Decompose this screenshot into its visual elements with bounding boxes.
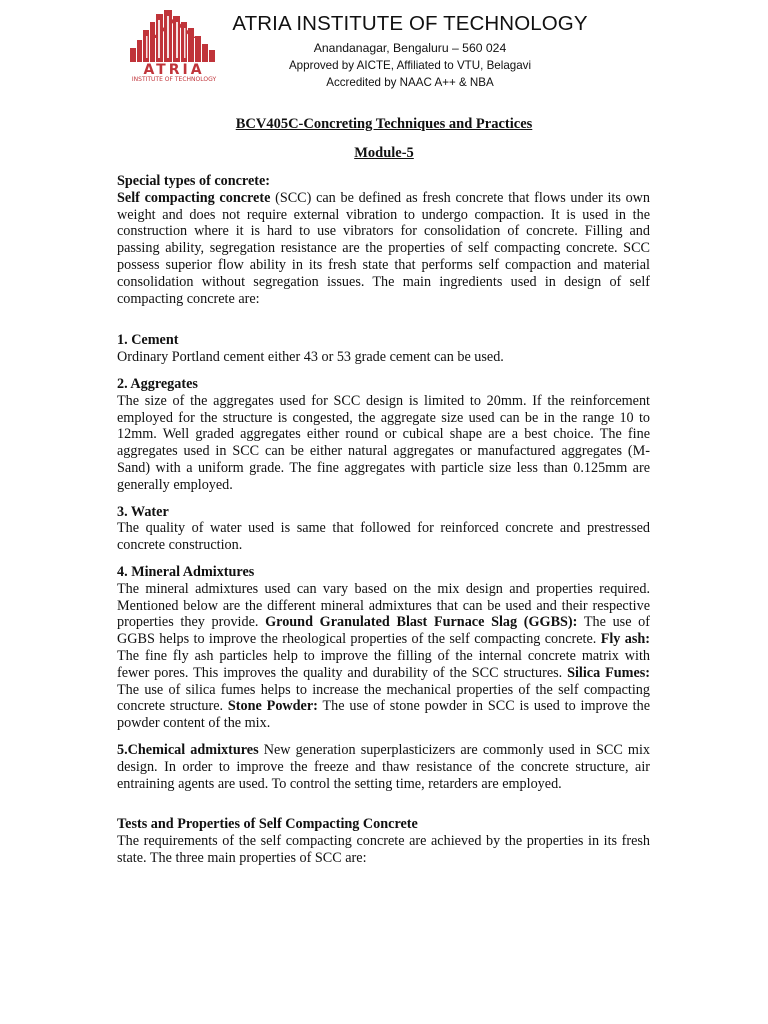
ingredient-chemical-admixtures [117, 742, 650, 792]
stone-label: Stone Powder: [227, 698, 318, 715]
institute-logo [122, 8, 226, 82]
silica-label: Silica Fumes: [567, 664, 650, 681]
tests-section [117, 816, 650, 866]
mineral-intro: The mineral admixtures used can vary based on the mix design and properties required. Mentioned below are the different mineral admixtures that can be used and their respective properties they provide. [117, 580, 650, 631]
water-text: The quality of water used is same that followed for reinforced concrete and prestressed concrete construction. [117, 520, 650, 554]
logo-wordmark: ATRIA [143, 62, 205, 78]
cement-text: Ordinary Portland cement either 43 or 53 grade cement can be used. [117, 349, 504, 366]
section-heading: Special types of concrete: [117, 173, 271, 189]
stone-text: The use of stone powder in SCC is used to improve the powder content of the mix. [117, 698, 650, 732]
ingredient-aggregates [117, 376, 650, 494]
module-title: Module-5 [354, 145, 414, 161]
mineral-title: 4. Mineral Admixtures [117, 563, 255, 580]
flyash-text: The fine fly ash particles help to improve the filling of the internal concrete matrix with fewer pores. This improves the quality and durability of the SCC structures. [117, 647, 650, 681]
chemical-paragraph [117, 742, 650, 792]
tests-text: The requirements of the self compacting concrete are achieved by the properties in its fresh state. The three main properties of SCC are: [117, 833, 650, 866]
institute-address: Anandanagar, Bengaluru – 560 024 [313, 41, 507, 55]
course-title: BCV405C-Concreting Techniques and Practices [235, 116, 533, 132]
aggregates-title: 2. Aggregates [117, 375, 198, 392]
chemical-text: New generation superplasticizers are commonly used in SCC mix design. In order to improve the freeze and thaw resistance of the concrete structure, air entraining agents are used. To control the setting time, retarders are employed. [117, 741, 650, 792]
intro-text: (SCC) can be defined as fresh concrete that flows under its own weight and does not require external vibration to undergo compaction. It is used in the construction where it is hard to use vibrators for consolidation of concrete. Filling and passing ability, segregation resistance are the properties of self compacting concrete. SCC possess superior flow ability in its fresh state that performs self compaction and material consolidation without segregation issues. The main ingredients used in design of self compacting concrete are: [117, 189, 650, 307]
flyash-label: Fly ash: [600, 631, 650, 648]
ingredient-water [117, 504, 650, 554]
document-body [117, 173, 650, 867]
tests-title: Tests and Properties of Self Compacting Concrete [117, 816, 418, 833]
intro-term: Self compacting concrete [117, 189, 271, 206]
logo-graphic [122, 8, 226, 82]
cement-title: 1. Cement [117, 332, 179, 349]
silica-text: The use of silica fumes helps to increase the mechanical properties of the self compacting concrete structure. [117, 681, 650, 715]
water-title: 3. Water [117, 503, 169, 520]
logo-subtitle: INSTITUTE OF TECHNOLOGY [131, 76, 217, 82]
institute-approval: Approved by AICTE, Affiliated to VTU, Belagavi [288, 59, 532, 72]
institute-accreditation: Accredited by NAAC A++ & NBA [326, 76, 494, 89]
ggbs-label: Ground Granulated Blast Furnace Slag (GGBS): [265, 614, 578, 631]
chemical-title: 5.Chemical admixtures [117, 741, 259, 758]
mineral-paragraph [117, 581, 650, 732]
intro-paragraph [117, 190, 650, 308]
aggregates-text: The size of the aggregates used for SCC design is limited to 20mm. If the reinforcement employed for the structure is congested, the aggregate size used can be in the range 10 to 12mm. Well graded aggregates either round or cubical shape are a best choice. The fine aggregates used in SCC can be either natural aggregates or manufactured aggregates (M-Sand) with a uniform grade. The fine aggregates with particle size less than 0.125mm are generally employed. [117, 392, 650, 493]
letterhead [0, 0, 768, 100]
institute-name: ATRIA INSTITUTE OF TECHNOLOGY [232, 12, 588, 35]
ingredient-mineral-admixtures [117, 564, 650, 732]
ingredient-cement [117, 332, 650, 366]
ggbs-text: The use of GGBS helps to improve the rheological properties of the self compacting concrete. [117, 614, 651, 648]
